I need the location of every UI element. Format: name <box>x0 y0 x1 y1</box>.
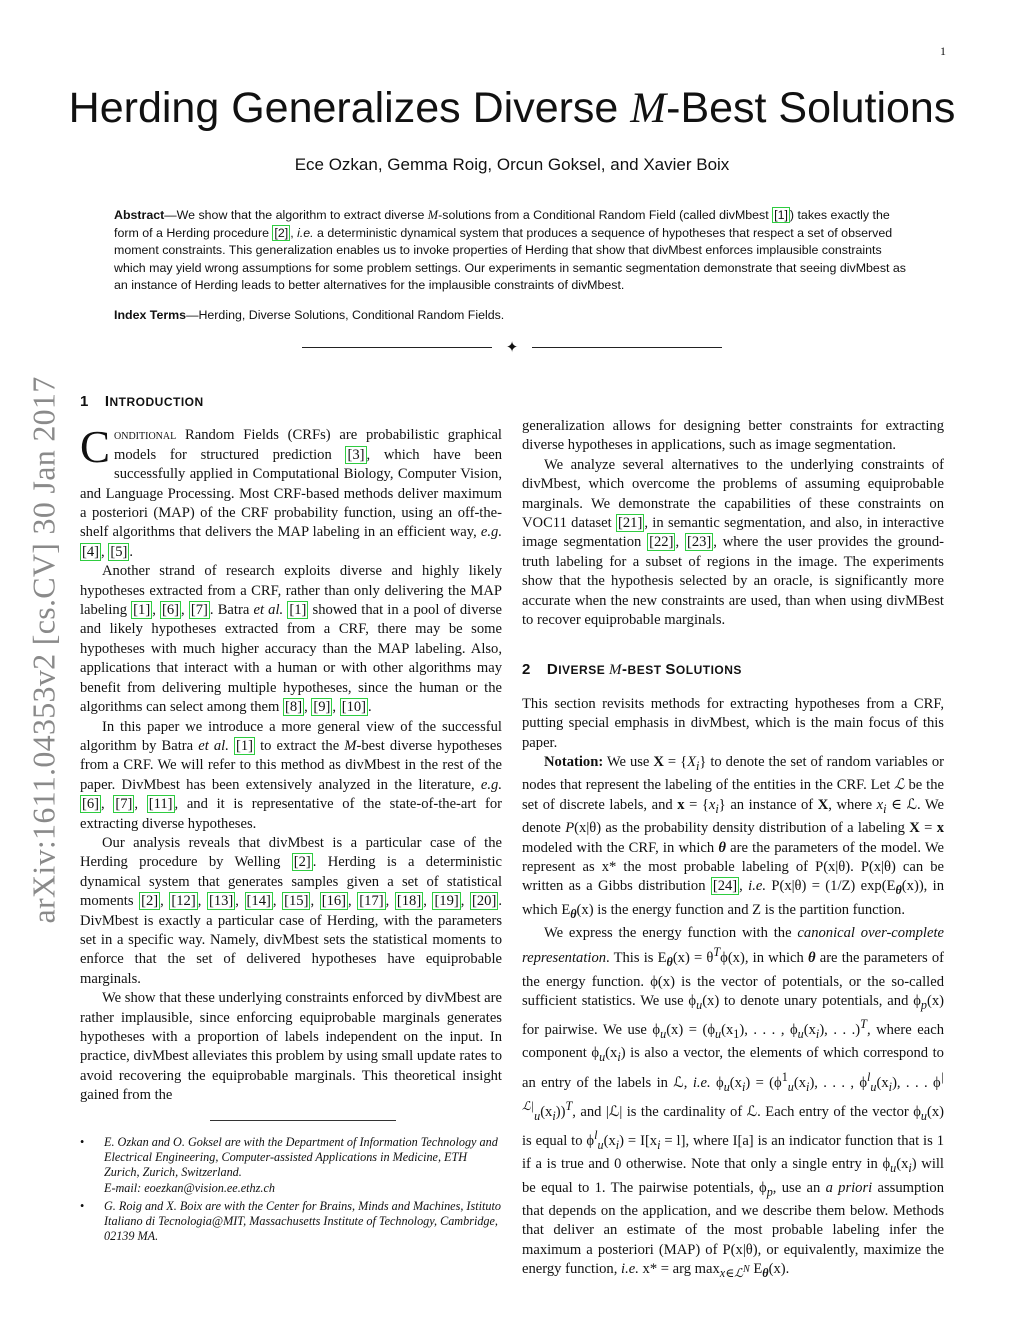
citation-link[interactable]: [21] <box>618 515 643 532</box>
footnote-affiliation-ethz: • E. Ozkan and O. Goksel are with the Department of Information Technology and Electrical Engineering, Computer-assisted Applications in Medicine, ETH Zurich, Zurich, Switzerland. E-mail: eoezkan@vision.ee.ethz.ch <box>80 1135 498 1195</box>
citation-link[interactable]: [1] <box>133 602 151 619</box>
paragraph: Another strand of research exploits diverse and highly likely hypotheses extracted from a CRF, rather than only delivering the MAP labeling [1] , [6] , [7] . Batra et al. [1] showed that in a pool of diverse and likely hypotheses extracted from a CRF, there may be some hypotheses with much higher accuracy than the MAP labeling. Also, applications that interact with a human or with other algorithms may benefit from delivering multiple hypotheses, since the human or the algorithms can select among them [8] , [9] , [10] . <box>80 563 502 716</box>
citation-link[interactable]: [7] <box>190 602 208 619</box>
right-column <box>522 417 944 1284</box>
index-terms: Index Terms—Herding, Diverse Solutions, Conditional Random Fields. <box>114 307 505 322</box>
citation-link[interactable]: [5] <box>110 543 128 560</box>
citation-link[interactable]: [14] <box>246 893 271 910</box>
diamond-icon: ✦ <box>505 340 519 356</box>
citation-link[interactable]: [3] <box>347 446 365 463</box>
section-heading-diverse-m-best: 2 DIVERSE M-BEST SOLUTIONS <box>522 661 742 679</box>
citation-link[interactable]: [18] <box>396 893 422 910</box>
citation-link[interactable]: [10] <box>341 699 367 716</box>
citation-link[interactable]: [13] <box>208 893 234 910</box>
paragraph: Conditional Random Fields (CRFs) are probabilistic graphical models for structured prediction [3] , which have been successfully applied in Computational Biology, Computer Vision, and Language Processing. Most CRF-based methods deliver maximum a posteriori (MAP) of the CRF probability function, using an off-the-shelf algorithms that delivers the MAP labeling in an efficient way, e.g. [4] , [5] . <box>80 422 502 560</box>
paragraph: generalization allows for designing better constraints for extracting diverse hypotheses in applications, such as image segmentation. <box>522 418 944 454</box>
citation-link[interactable]: [17] <box>359 893 384 910</box>
abstract <box>114 207 914 325</box>
citation-link[interactable]: [19] <box>434 893 459 910</box>
citation-link[interactable]: [6] <box>82 796 100 813</box>
citation-link[interactable]: [2] <box>293 854 311 871</box>
citation-link[interactable]: [15] <box>284 893 309 910</box>
page-number: 1 <box>940 44 946 58</box>
abstract-text: Abstract—We show that the algorithm to extract diverse M-solutions from a Conditional Random Field (called divMbest [1] ) takes exactly the form of a Herding procedure [2] , i.e. a deterministic dynamical system that produces a sequence of hypotheses that respect a set of observed moment constraints. This generalization enables us to invoke properties of Herding that show that divMbest enforces implausible constraints which may yield wrong assumptions for some problem settings. Our experiments in semantic segmentation demonstrate that seeing divMbest as an instance of Herding leads to better alternatives for the implausible constraints of divMbest. <box>114 208 906 293</box>
paragraph: We analyze several alternatives to the underlying constraints of divMbest, which overcome the problems of assuming equiprobable marginals. We demonstrate the capabilities of these constraints on VOC11 dataset [21] , in semantic segmentation, and also, in interactive image segmentation [22] , [23] , where the user provides the ground-truth labeling for a subset of regions in the image. The experiments show that the hypothesis selected by an oracle, is significantly more accurate when the new constraints are used, than when using divMBest to recover equiprobable marginals. <box>522 456 944 629</box>
section-separator <box>302 340 722 356</box>
citation-link[interactable]: [22] <box>649 534 674 551</box>
citation-link[interactable]: [16] <box>321 893 347 910</box>
citation-link[interactable]: [4] <box>82 543 100 560</box>
paper-title: Herding Generalizes Diverse M-Best Solutions <box>68 84 956 132</box>
citation-link[interactable]: [2] <box>141 893 159 910</box>
citation-link[interactable]: [24] <box>712 878 738 895</box>
citation-link[interactable]: [7] <box>115 796 133 813</box>
drop-cap: C <box>80 422 111 473</box>
paragraph: Notation: We use $X = \{X_i\}$ to denote the set of random variables or nodes that represent the labeling of the entities in the CRF. Let ℒ be the set of discrete labels, and $x = \{x_i\}$ an instance of X, where $x_i$ ∈ ℒ. We denote P(x|θ) as the probability density distribution of a labeling X = x modeled with the CRF, in which θ are the parameters of the model. We represent as x* the most probable labeling of P(x|θ). P(x|θ) can be written as a Gibbs distribution [24] , i.e. P(x|θ) = (1/Z) $\exp(E_\theta(x))$, in which $E_\theta(x)$ is the energy function and Z is the partition function. <box>522 754 945 921</box>
paragraph: We express the energy function with the canonical over-complete representation. This is $E_\theta(x) = \theta^T\phi(x)$, in which θ are the parameters of the energy function. ϕ(x) is the vector of potentials, or the so-called sufficient statistics. We use $\phi_u(x)$ to denote unary potentials, and $\phi_p(x)$ for pairwise. We use $\phi_u(x) = (\phi_u(x_1)$, . . . , $\phi_u(x_i)$, . . .)$^T$, where each component $\phi_u(x_i)$ is also a vector, the elements of which correspond to an entry of the labels in ℒ, i.e. $\phi_u(x_i) = (\phi^1_u(x_i)$, . . . , $\phi^l_u(x_i)$, . . . $\phi^{|ℒ|}_u(x_i))^T$, and |ℒ| is the cardinality of ℒ. Each entry of the vector $\phi_u(x)$ is equal to $\phi^l_u(x_i) = I[x_i = l]$, where I[a] is an indicator function that is 1 if a is true and 0 otherwise. Note that only a single entry in $\phi_u(x_i)$ will be equal to 1. The pairwise potentials, $\phi_p$, use an a priori assumption that depends on the application, and we describe them below. Methods that deliver an estimate of the most probable labeling infer the maximum a posteriori (MAP) of P(x|θ), or equivalently, maximize the energy function, i.e. x* = arg $\max_{x\in ℒ^N} E_\theta(x)$. <box>522 924 945 1281</box>
footnote-rule <box>210 1120 396 1121</box>
citation-link[interactable]: [9] <box>313 699 331 716</box>
citation-link[interactable]: [8] <box>285 699 303 716</box>
citation-link[interactable]: [20] <box>472 893 497 910</box>
left-column <box>80 392 502 1106</box>
citation-link[interactable]: [1] <box>235 737 254 754</box>
citation-link[interactable]: [23] <box>686 534 712 551</box>
section-heading-introduction: 1 INTRODUCTION <box>80 393 204 410</box>
citation-link[interactable]: [11] <box>148 796 173 813</box>
citation-link[interactable]: [12] <box>171 893 196 910</box>
author-list: Ece Ozkan, Gemma Roig, Orcun Goksel, and Xavier Boix <box>294 155 730 174</box>
paragraph: In this paper we introduce a more general view of the successful algorithm by Batra et al. [1] to extract the M-best diverse hypotheses from a CRF. We will refer to this method as divMbest in the rest of the paper. DivMbest has been extensively analyzed in the literature, e.g. [6] , [7] , [11] , and it is representative of the state-of-the-art for extracting diverse hypotheses. <box>80 718 503 832</box>
paragraph: This section revisits methods for extracting hypotheses from a CRF, putting special emphasis in divMbest, which is the main focus of this paper. <box>522 695 944 751</box>
citation-link[interactable]: [2] <box>274 225 289 240</box>
arxiv-identifier: arXiv:1611.04353v2 [cs.CV] 30 Jan 2017 <box>25 376 62 924</box>
paragraph: Our analysis reveals that divMbest is a particular case of the Herding procedure by Welling [2] . Herding is a deterministic dynamical system that generates samples given a set of statistical moments [2] , [12] , [13] , [14] , [15] , [16] , [17] , [18] , [19] , [20] . DivMbest is exactly a particular case of Herding, with the parameters set in a specific way. Namely, divMbest sets the statistical moments to enforce that the set of delivered hypotheses have equiprobable marginals. <box>80 834 502 987</box>
citation-link[interactable]: [6] <box>162 602 180 619</box>
citation-link[interactable]: [1] <box>289 602 307 619</box>
paragraph: We show that these underlying constraints enforced by divMbest are rather implausible, since enforcing equiprobable marginals generates hypotheses with a proportion of labels independent on the input. In practice, divMbest alleviates this problem by using small update rates to avoid recovering the equiprobable marginals. This theoretical insight gained from the <box>80 990 502 1104</box>
footnote-affiliation-mit: • G. Roig and X. Boix are with the Center for Brains, Minds and Machines, Istituto Italiano di Tecnologia@MIT, Massachusetts Institute of Technology, Cambridge, 02139 MA. <box>80 1198 501 1244</box>
footnotes <box>80 1135 502 1247</box>
citation-link[interactable]: [1] <box>774 208 788 222</box>
